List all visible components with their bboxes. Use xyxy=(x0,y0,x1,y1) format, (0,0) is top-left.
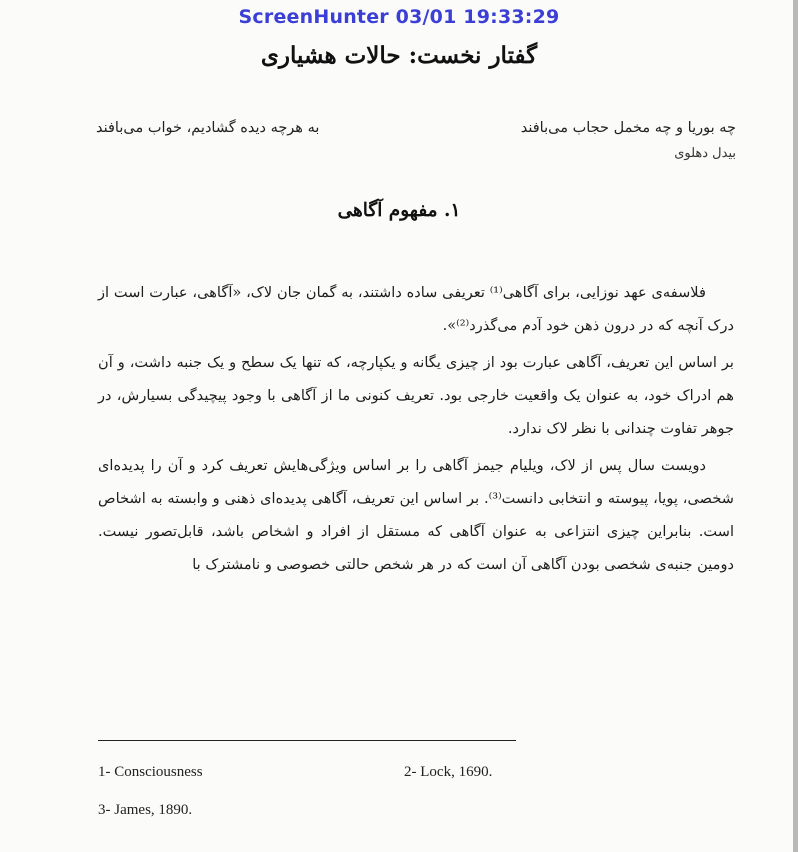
chapter-title: گفتار نخست: حالات هشیاری xyxy=(260,42,538,69)
screenhunter-watermark: ScreenHunter 03/01 19:33:29 xyxy=(238,6,560,28)
poem-hemistich-left: به هرچه دیده گشادیم، خواب می‌بافند xyxy=(96,120,320,136)
page-edge xyxy=(793,0,798,852)
poem-attribution: بیدل دهلوی xyxy=(674,146,736,161)
poem-hemistich-right: چه بوریا و چه مخمل حجاب می‌بافند xyxy=(520,120,736,136)
paragraph: فلاسفه‌ی عهد نوزایی، برای آگاهی⁽¹⁾ تعریفی ساده داشتند، به گمان جان لاک، «آگاهی، عبارت است از درک آنچه که در درون ذهن خود آدم می‌گذرد⁽²⁾». xyxy=(98,284,734,334)
paragraph: دویست سال پس از لاک، ویلیام جیمز آگاهی را بر اساس ویژگی‌هایش تعریف کرد و آن را پدیده‌ای شخصی، پویا، پیوسته و انتخابی دانست⁽³⁾. بر اساس این تعریف، آگاهی پدیده‌ای ذهنی و وابسته به اشخاص است. بنابراین چیزی انتزاعی به عنوان آگاهی که مستقل از افراد و اشخاص باشد، قابل‌تصور نیست. دومین جنبه‌ی شخصی بودن آگاهی آن است که در هر شخص حالتی خصوصی و نامشترک با xyxy=(98,457,734,573)
footnote-3: 3- James, 1890. xyxy=(98,802,193,818)
footnote-2: 2- Lock, 1690. xyxy=(404,764,493,780)
paragraph: بر اساس این تعریف، آگاهی عبارت بود از چیزی یگانه و یکپارچه، که تنها یک سطح و یک جنبه داشت، و آن هم ادراک خود، به عنوان یک واقعیت خارجی بود. تعریف کنونی ما از آگاهی با وجود پیچیدگی بسیارش، در جوهر تفاوت چندانی با نظر لاک ندارد. xyxy=(98,354,734,437)
section-heading: ۱. مفهوم آگاهی xyxy=(337,200,461,221)
footnote-divider xyxy=(98,740,516,741)
body-text xyxy=(98,276,734,581)
footnote-1: 1- Consciousness xyxy=(98,764,203,780)
poem-verse xyxy=(96,120,736,136)
epigraph-poem xyxy=(96,120,736,161)
